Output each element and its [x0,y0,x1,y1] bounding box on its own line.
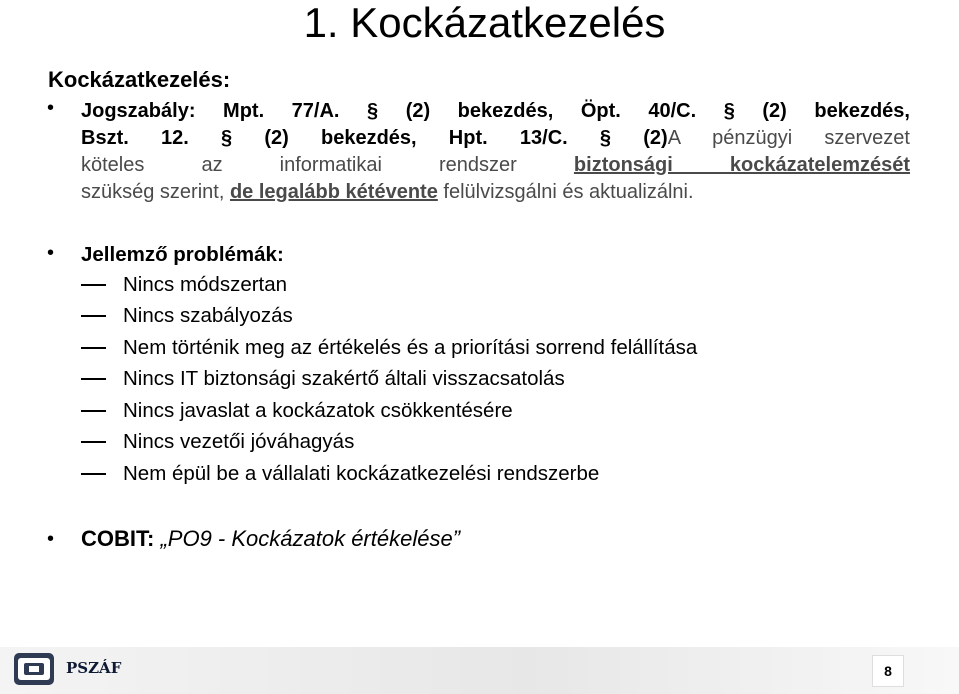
law-line-3 [81,151,910,179]
problem-text: Nem épül be a vállalati kockázatkezelési rendszerbe [123,462,600,485]
dash-icon [81,441,106,443]
problem-item [81,427,354,457]
cobit-value: „PO9 - Kockázatok értékelése” [160,526,461,551]
dash-icon [81,347,106,349]
problem-text: Nincs vezetői jóváhagyás [123,430,355,453]
problem-text: Nincs szabályozás [123,304,293,327]
organization-name: PSZÁF [66,659,122,677]
law-text: köteles az informatikai rendszer [81,154,517,176]
page-number: 8 [872,655,904,687]
dash-icon [81,315,106,317]
law-emphasis: de legalább kétévente [229,181,438,203]
problem-item [81,333,697,363]
problem-text: Nincs módszertan [123,273,288,296]
section-heading: Kockázatkezelés: [48,67,231,92]
problem-item [81,396,513,426]
law-line-1: Jogszabály: Mpt. 77/A. § (2) bekezdés, Öpt. 40/C. § (2) bekezdés, [81,100,910,122]
problem-text: Nincs javaslat a kockázatok csökkentésére [123,399,513,422]
bullet-dot: • [47,97,55,119]
bullet-dot: • [47,528,55,550]
cobit-label: COBIT: [81,526,155,551]
law-citation: Bszt. 12. § (2) bekezdés, Hpt. 13/C. § (2) [81,127,668,149]
problems-heading: Jellemző problémák: [81,243,284,266]
pszaf-logo-icon [14,653,54,685]
footer-bar [0,647,959,694]
problem-item [81,459,599,489]
law-emphasis: biztonsági kockázatelemzését [573,154,911,176]
dash-icon [81,473,106,475]
bullet-dot: • [47,242,55,264]
law-line-2 [81,124,910,152]
law-text: szükség szerint, [81,181,225,203]
problem-item [81,364,565,394]
problem-item [81,301,293,331]
dash-icon [81,410,106,412]
dash-icon [81,284,106,286]
problem-text: Nem történik meg az értékelés és a priorítási sorrend felállítása [123,336,698,359]
problem-item [81,270,287,300]
law-text: felülvizsgálni és aktualizálni. [443,181,694,203]
law-line-4 [81,178,910,206]
problem-text: Nincs IT biztonsági szakértő általi visszacsatolás [123,367,565,390]
cobit-line [81,524,910,554]
dash-icon [81,378,106,380]
slide-title: 1. Kockázatkezelés [303,0,666,46]
law-text: A pénzügyi szervezet [667,127,910,149]
